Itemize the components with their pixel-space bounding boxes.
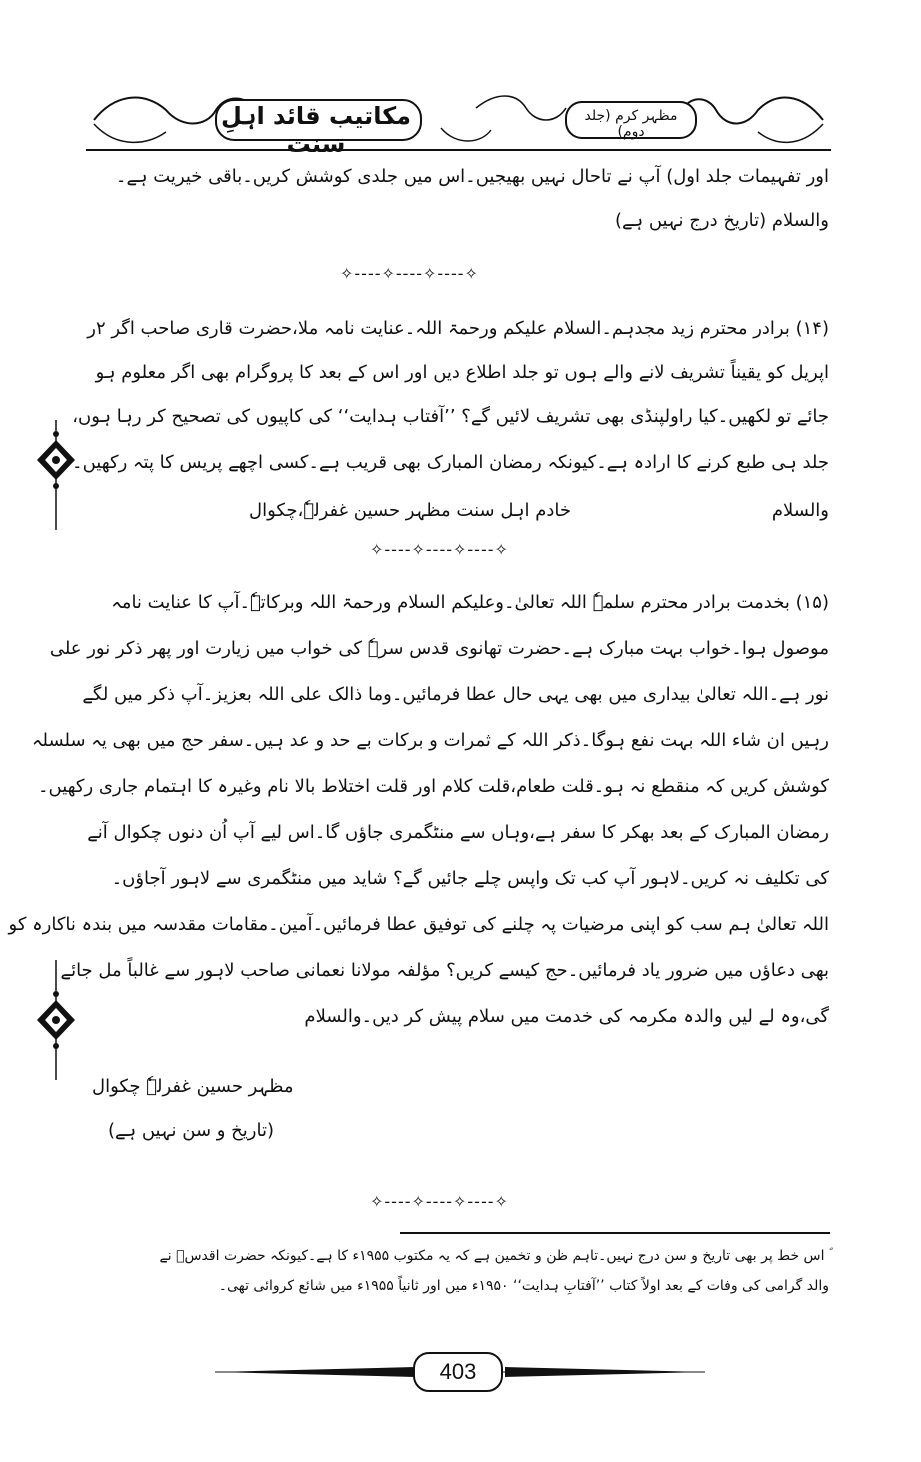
book-title: مظہر کرم (جلد دوم): [584, 108, 678, 140]
letter-15-line-4: رہیں ان شاء اللہ بہت نفع ہوگا۔ذکر اللہ کے ثمرات و برکات بے حد و عد ہیں۔سفر حج میں بھی یہ سلسلہ: [31, 730, 829, 751]
page-number: 403: [413, 1352, 503, 1392]
letter-15-line-5: کوشش کریں کہ منقطع نہ ہو۔قلت طعام،قلت کلام اور قلت اختلاط بالا نام وغیرہ کا اہتمام جاری رکھیں۔: [37, 776, 829, 797]
letter-15-line-7: کی تکلیف نہ کریں۔لاہور آپ کب تک واپس چلے جائیں گے؟ شاید میں منٹگمری سے لاہور آجاؤں۔: [111, 868, 829, 889]
letter-14-signature: خادم اہل سنت مظہر حسین غفرلہٗ،چکوال: [249, 500, 571, 521]
header-banner: [86, 88, 831, 158]
letter-14-line-4: جلد ہی طبع کرنے کا ارادہ ہے۔کیونکہ رمضان المبارک بھی قریب ہے۔کسی اچھے پریس کا پتہ رکھیں۔: [72, 452, 829, 473]
section-separator: ✧----✧----✧----✧: [340, 264, 479, 283]
letter-15-date-note: (تاریخ و سن نہیں ہے): [108, 1120, 275, 1141]
letter-15-line-8: اللہ تعالیٰ ہم سب کو اپنی مرضیات پہ چلنے کی توفیق عطا فرمائیں۔آمین۔مقامات مقدسہ میں بندہ ناکارہ کو: [8, 914, 829, 935]
footnote-rule: [400, 1232, 830, 1234]
letter-15-line-10: گی،وہ لے لیں والدہ مکرمہ کی خدمت میں سلام پیش کر دیں۔والسلام: [304, 1006, 829, 1027]
letter-15-line-2: موصول ہوا۔خواب بہت مبارک ہے۔حضرت تھانوی قدس سرہٗ کی خواب میں زیارت اور پھر ذکر نور علی: [49, 638, 829, 659]
letter-14-closing: والسلام: [771, 500, 829, 521]
intro-line-2: والسلام (تاریخ درج نہیں ہے): [615, 210, 829, 231]
letter-15-line-3: نور ہے۔اللہ تعالیٰ بیداری میں بھی یہی حال عطا فرمائیں۔وما ذالک علی اللہ بعزیز۔آپ ذکر میں لگے: [82, 684, 829, 705]
footnote-line-2: والد گرامی کی وفات کے بعد اولاً کتاب ’’آفتابِ ہدایت‘‘ ۱۹۵۰ء میں اور ثانیاً ۱۹۵۵ء میں شائع کروائی تھی۔: [218, 1278, 829, 1294]
side-ornament-icon: [33, 420, 79, 530]
letter-15-line-1: (۱۵) بخدمت برادر محترم سلمہٗ اللہ تعالیٰ۔وعلیکم السلام ورحمۃ اللہ وبرکاتہٗ۔آپ کا عنایت نامہ: [111, 592, 829, 613]
section-title: مکاتیب قائد اہلِ سنت: [220, 102, 412, 158]
header-ornament-frame: [86, 88, 831, 152]
letter-15-signature: مظہر حسین غفرلہٗ چکوال: [92, 1076, 294, 1097]
letter-15-line-6: رمضان المبارک کے بعد بھکر کا سفر ہے،وہاں سے منٹگمری جاؤں گا۔اس لیے آپ اُن دنوں چکوال آنے: [87, 822, 829, 843]
footnote-line-1: ؐ اس خط پر بھی تاریخ و سن درج نہیں۔تاہم ظن و تخمین ہے کہ یہ مکتوب ۱۹۵۵ء کا ہے۔کیونکہ حضرت اقدسؒ نے: [159, 1248, 829, 1264]
intro-line-1: اور تفہیمات جلد اول) آپ نے تاحال نہیں بھیجیں۔اس میں جلدی کوشش کریں۔باقی خیریت ہے۔: [115, 166, 829, 187]
section-separator: ✧----✧----✧----✧: [370, 1192, 509, 1211]
letter-15-line-9: بھی دعاؤں میں ضرور یاد فرمائیں۔حج کیسے کریں؟ مؤلفہ مولانا نعمانی صاحب لاہور سے غالباً مل جائے: [60, 960, 829, 981]
letter-14-line-1: (۱۴) برادر محترم زید مجدہم۔السلام علیکم ورحمۃ اللہ۔عنایت نامہ ملا،حضرت قاری صاحب اگر ۲ر: [87, 318, 829, 339]
letter-14-line-3: جائے تو لکھیں۔کیا راولپنڈی بھی تشریف لائیں گے؟ ’’آفتاب ہدایت‘‘ کی کاپیوں کی تصحیح کر رہا ہوں،: [72, 406, 829, 427]
section-separator: ✧----✧----✧----✧: [370, 540, 509, 559]
letter-14-line-2: اپریل کو یقیناً تشریف لانے والے ہوں تو جلد اطلاع دیں اور اس کے بعد کا پروگرام بھی اگر معلوم ہو: [95, 362, 829, 383]
